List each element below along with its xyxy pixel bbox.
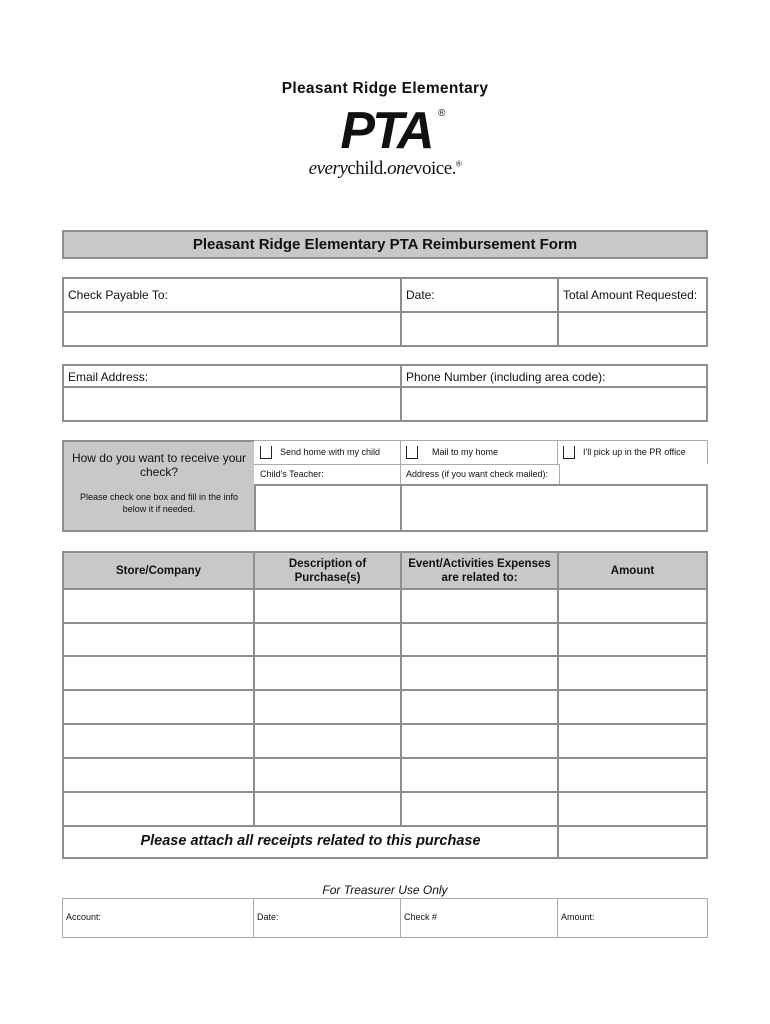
option-pickup[interactable]: I'll pick up in the PR office	[563, 446, 686, 459]
option-mail[interactable]: Mail to my home	[406, 446, 498, 459]
col-store-company: Store/Company	[64, 553, 253, 588]
childs-teacher-label: Child's Teacher:	[260, 469, 324, 479]
treasurer-section	[62, 898, 708, 938]
tagline: everychild.onevoice.®	[308, 158, 462, 179]
account-label: Account:	[66, 912, 102, 922]
date-field[interactable]	[402, 313, 557, 345]
check-number-label: Check #	[404, 912, 438, 922]
pickup-checkbox[interactable]	[563, 446, 575, 459]
date-label: Date:	[406, 288, 435, 302]
email-label: Email Address:	[68, 370, 149, 384]
receipts-note: Please attach all receipts related to this purchase	[140, 833, 481, 849]
registered-mark: ®	[438, 108, 446, 119]
phone-label: Phone Number (including area code):	[406, 370, 606, 384]
address-label: Address (if you want check mailed):	[406, 469, 549, 479]
treasurer-date-label: Date:	[257, 912, 279, 922]
col-event-activities: Event/Activities Expenses are related to:	[402, 553, 557, 588]
pta-logo	[320, 104, 460, 152]
check-payable-label: Check Payable To:	[68, 288, 168, 302]
receive-instructions: Please check one box and fill in the info below it if needed.	[79, 492, 239, 514]
email-field[interactable]	[64, 388, 400, 420]
address-field[interactable]	[400, 484, 708, 532]
childs-teacher-field[interactable]	[254, 484, 402, 532]
check-payable-field[interactable]	[64, 313, 400, 345]
expense-rows[interactable]	[64, 590, 706, 825]
pta-logo-text: PTA	[340, 104, 432, 152]
treasurer-amount-label: Amount:	[561, 912, 595, 922]
mail-checkbox[interactable]	[406, 446, 418, 459]
total-amount-field[interactable]	[559, 313, 706, 345]
option-send-home[interactable]: Send home with my child	[260, 446, 380, 459]
form-title: Pleasant Ridge Elementary PTA Reimbursement Form	[62, 230, 708, 259]
receive-question-panel	[62, 440, 254, 532]
col-amount: Amount	[559, 553, 706, 588]
phone-field[interactable]	[402, 388, 706, 420]
total-amount-label: Total Amount Requested:	[563, 288, 698, 302]
send-home-checkbox[interactable]	[260, 446, 272, 459]
treasurer-heading: For Treasurer Use Only	[322, 883, 448, 897]
organization-name: Pleasant Ridge Elementary	[281, 80, 489, 97]
receive-question: How do you want to receive your check?	[71, 451, 247, 479]
col-description: Description of Purchase(s)	[255, 553, 400, 588]
